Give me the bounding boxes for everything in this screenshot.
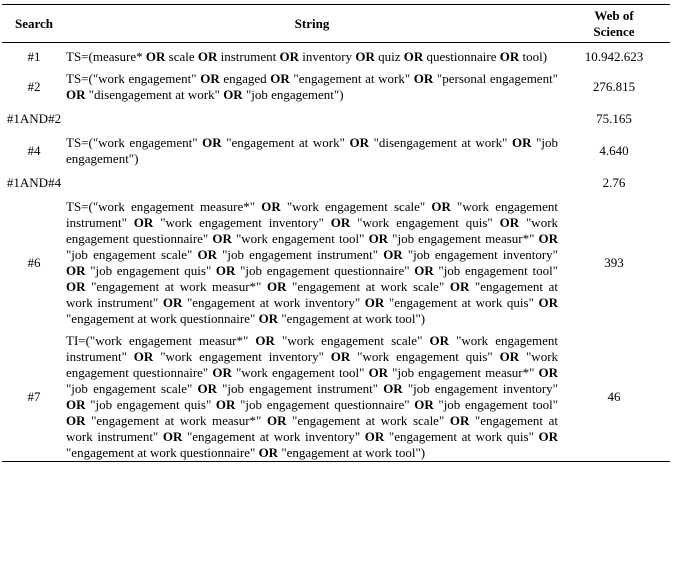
search-term: "engagement at work tool") bbox=[281, 311, 426, 326]
search-string bbox=[66, 173, 558, 193]
search-id: #6 bbox=[27, 255, 41, 270]
search-term: "work engagement questionnaire" bbox=[66, 215, 559, 246]
search-term: scale bbox=[168, 49, 195, 64]
search-term: "job engagement scale" bbox=[66, 247, 193, 262]
boolean-operator: OR bbox=[444, 279, 475, 294]
header-search: Search bbox=[14, 15, 54, 31]
table-body bbox=[2, 43, 670, 462]
boolean-operator: OR bbox=[422, 333, 457, 348]
search-term: "job engagement quis" bbox=[90, 263, 212, 278]
search-id: #7 bbox=[27, 389, 41, 404]
boolean-operator: OR bbox=[142, 49, 169, 64]
boolean-operator: OR bbox=[364, 231, 393, 246]
search-term: "job engagement measur*" bbox=[392, 231, 535, 246]
search-term: "job engagement inventory" bbox=[407, 247, 558, 262]
search-strategy-table bbox=[2, 4, 670, 462]
search-term: "job engagement inventory" bbox=[407, 381, 558, 396]
boolean-operator: OR bbox=[534, 365, 559, 380]
search-term: "work engagement inventory" bbox=[160, 215, 324, 230]
search-id: #4 bbox=[27, 143, 41, 158]
boolean-operator: OR bbox=[208, 231, 236, 246]
table-row bbox=[2, 173, 670, 193]
boolean-operator: OR bbox=[533, 429, 559, 444]
boolean-operator: OR bbox=[248, 333, 283, 348]
boolean-operator: OR bbox=[158, 429, 187, 444]
result-count: 46 bbox=[607, 389, 621, 404]
table-row bbox=[2, 199, 670, 327]
search-term: "engagement at work tool") bbox=[281, 445, 426, 460]
boolean-operator: OR bbox=[208, 365, 236, 380]
boolean-operator: OR bbox=[255, 445, 282, 460]
boolean-operator: OR bbox=[276, 49, 303, 64]
boolean-operator: OR bbox=[196, 71, 224, 86]
search-term: "engagement at work quis" bbox=[388, 429, 534, 444]
search-id: #1 bbox=[27, 49, 41, 64]
result-count: 4.640 bbox=[599, 143, 629, 158]
search-term: tool) bbox=[522, 49, 548, 64]
boolean-operator: OR bbox=[378, 247, 408, 262]
search-term: "engagement at work questionnaire" bbox=[66, 311, 256, 326]
boolean-operator: OR bbox=[323, 349, 358, 364]
search-string bbox=[66, 333, 558, 462]
search-term: "work engagement questionnaire" bbox=[66, 349, 559, 380]
boolean-operator: OR bbox=[266, 71, 294, 86]
search-term: "job engagement tool" bbox=[438, 263, 559, 278]
search-term: "engagement at work measur*" bbox=[91, 413, 262, 428]
search-term: "disengagement at work" bbox=[88, 87, 220, 102]
boolean-operator: OR bbox=[211, 397, 241, 412]
search-term: "engagement at work scale" bbox=[292, 413, 445, 428]
search-term: "work engagement instrument" bbox=[66, 199, 558, 230]
search-term: "work engagement tool" bbox=[235, 231, 365, 246]
boolean-operator: OR bbox=[66, 87, 89, 102]
search-term: "engagement at work inventory" bbox=[186, 429, 361, 444]
search-term: "job engagement instrument" bbox=[222, 381, 379, 396]
search-term: "job engagement measur*" bbox=[392, 365, 535, 380]
result-count: 276.815 bbox=[592, 79, 636, 94]
boolean-operator: OR bbox=[66, 397, 91, 412]
boolean-operator: OR bbox=[360, 429, 389, 444]
boolean-operator: OR bbox=[444, 413, 475, 428]
search-string bbox=[66, 71, 558, 103]
header-wos-line2: Science bbox=[593, 23, 635, 39]
search-term: instrument bbox=[220, 49, 277, 64]
boolean-operator: OR bbox=[410, 71, 437, 86]
table-row bbox=[2, 49, 670, 65]
table-row bbox=[2, 71, 670, 103]
search-term: "job engagement") bbox=[245, 87, 344, 102]
search-term: "engagement at work scale" bbox=[292, 279, 445, 294]
result-count: 2.76 bbox=[602, 175, 626, 190]
search-term: "job engagement tool" bbox=[438, 397, 559, 412]
result-count: 10.942.623 bbox=[584, 49, 644, 64]
search-term: "engagement at work" bbox=[293, 71, 411, 86]
search-term: TI=("work engagement measur*" bbox=[66, 333, 249, 348]
search-term: "job engagement questionnaire" bbox=[240, 397, 410, 412]
header-string: String bbox=[294, 15, 330, 31]
search-term: engaged bbox=[223, 71, 267, 86]
search-term: "work engagement tool" bbox=[235, 365, 365, 380]
search-term: "engagement at work questionnaire" bbox=[66, 445, 256, 460]
boolean-operator: OR bbox=[352, 49, 379, 64]
boolean-operator: OR bbox=[126, 215, 161, 230]
boolean-operator: OR bbox=[126, 349, 161, 364]
search-term: inventory bbox=[302, 49, 353, 64]
search-term: "engagement at work instrument" bbox=[66, 279, 558, 310]
boolean-operator: OR bbox=[344, 135, 374, 150]
search-term: "job engagement instrument" bbox=[222, 247, 379, 262]
search-term: "engagement at work instrument" bbox=[66, 413, 558, 444]
header-row bbox=[2, 5, 670, 43]
boolean-operator: OR bbox=[255, 311, 282, 326]
search-term: "engagement at work" bbox=[226, 135, 345, 150]
search-id: #2 bbox=[27, 79, 41, 94]
search-id: #1AND#2 bbox=[6, 111, 62, 126]
search-term: TS=("work engagement" bbox=[66, 135, 198, 150]
result-count: 75.165 bbox=[596, 111, 632, 126]
boolean-operator: OR bbox=[66, 263, 91, 278]
header-wos-line1: Web of bbox=[594, 7, 634, 23]
boolean-operator: OR bbox=[192, 247, 223, 262]
search-string bbox=[66, 199, 558, 327]
boolean-operator: OR bbox=[378, 381, 408, 396]
boolean-operator: OR bbox=[219, 87, 246, 102]
boolean-operator: OR bbox=[364, 365, 393, 380]
boolean-operator: OR bbox=[261, 413, 293, 428]
boolean-operator: OR bbox=[211, 263, 241, 278]
search-term: "job engagement") bbox=[66, 135, 559, 166]
table-header bbox=[2, 5, 670, 43]
boolean-operator: OR bbox=[261, 279, 293, 294]
boolean-operator: OR bbox=[400, 49, 427, 64]
result-count: 393 bbox=[604, 255, 624, 270]
search-term: TS=(measure* bbox=[66, 49, 143, 64]
search-string bbox=[66, 135, 558, 167]
search-term: questionnaire bbox=[426, 49, 497, 64]
boolean-operator: OR bbox=[158, 295, 187, 310]
search-string bbox=[66, 109, 558, 129]
search-term: "engagement at work quis" bbox=[388, 295, 534, 310]
boolean-operator: OR bbox=[425, 199, 458, 214]
search-term: "work engagement quis" bbox=[357, 349, 493, 364]
search-term: "work engagement scale" bbox=[282, 333, 423, 348]
boolean-operator: OR bbox=[533, 295, 559, 310]
boolean-operator: OR bbox=[66, 279, 92, 294]
boolean-operator: OR bbox=[192, 381, 223, 396]
boolean-operator: OR bbox=[492, 215, 526, 230]
boolean-operator: OR bbox=[323, 215, 358, 230]
table-row bbox=[2, 109, 670, 129]
search-term: "job engagement scale" bbox=[66, 381, 193, 396]
table-row bbox=[2, 333, 670, 462]
search-term: "work engagement instrument" bbox=[66, 333, 559, 364]
boolean-operator: OR bbox=[197, 135, 227, 150]
search-term: TS=("work engagement measure*" bbox=[66, 199, 256, 214]
boolean-operator: OR bbox=[66, 413, 92, 428]
header-web-of-science bbox=[558, 5, 670, 43]
search-term: "job engagement quis" bbox=[90, 397, 212, 412]
boolean-operator: OR bbox=[409, 397, 439, 412]
search-term: quiz bbox=[378, 49, 401, 64]
boolean-operator: OR bbox=[507, 135, 537, 150]
search-term: "engagement at work inventory" bbox=[186, 295, 361, 310]
search-term: "work engagement quis" bbox=[357, 215, 493, 230]
boolean-operator: OR bbox=[360, 295, 389, 310]
search-term: "engagement at work measur*" bbox=[91, 279, 262, 294]
boolean-operator: OR bbox=[409, 263, 439, 278]
search-term: "job engagement questionnaire" bbox=[240, 263, 410, 278]
boolean-operator: OR bbox=[255, 199, 287, 214]
search-string bbox=[66, 49, 558, 65]
boolean-operator: OR bbox=[496, 49, 523, 64]
search-term: "work engagement inventory" bbox=[160, 349, 324, 364]
search-term: "personal engagement" bbox=[436, 71, 559, 86]
table-row bbox=[2, 135, 670, 167]
search-term: "work engagement scale" bbox=[286, 199, 426, 214]
search-term: TS=("work engagement" bbox=[66, 71, 197, 86]
boolean-operator: OR bbox=[492, 349, 526, 364]
search-term: "disengagement at work" bbox=[373, 135, 508, 150]
boolean-operator: OR bbox=[534, 231, 559, 246]
boolean-operator: OR bbox=[194, 49, 221, 64]
search-id: #1AND#4 bbox=[6, 175, 62, 190]
